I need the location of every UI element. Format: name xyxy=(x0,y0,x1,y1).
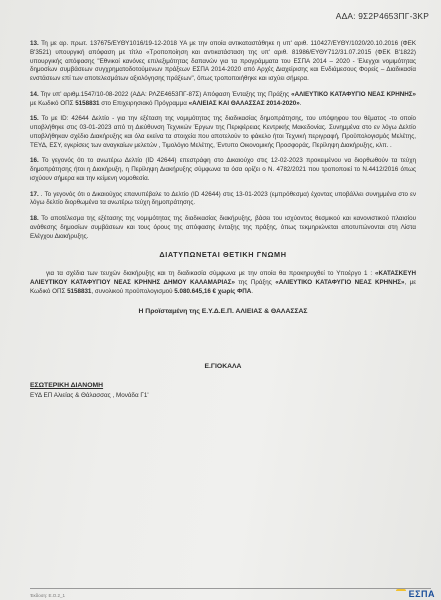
opinion-text: για τα σχέδια των τευχών διακήρυξης και τη διαδικασία σύμφωνα με την οποία θα προκηρυχθεί το Υποέργο 1 : «ΚΑΤΑΣΚΕΥΗ ΑΛΙΕΥΤΙΚΟΥ ΚΑΤΑΦΥΓΙΟΥ ΝΕΑΣ ΚΡΗΝΗΣ ΔΗΜΟΥ ΚΑΛΑΜΑΡΙΑΣ» της Πράξης «ΑΛΙΕΥΤΙΚΟ ΚΑΤΑΦΥΓΙΟ ΝΕΑΣ ΚΡΗΝΗΣ», με Κωδικό ΟΠΣ 5158831, συνολικού προϋπολογισμού 5.080.645,16 € χωρίς ΦΠΑ. xyxy=(30,270,416,295)
paragraph-15: 15. Το με ID: 42644 Δελτίο - για την εξέταση της νομιμότητας της διαδικασίας δημοπράτησης, του υπόψηφου του θέματος -το οποίο υποβλήθηκε στις 03-01-2023 από τη Διεύθυνση Τεχνικών Έργων της Περιφέρειας Κεντρικής Μακεδονίας. Συνημμένα στο εν λόγω Δελτίο υποβλήθηκαν σχέδιο Διακήρυξης και όλα εκείνα τα στοιχεία που αποτελούν το φάκελο ήτοι Τεχνική περιγραφή, Προϋπολογισμός Μελέτης, ΤΕΥΔ, ΕΣΥ, εγκρίσεις των αναγκαίων μελετών , Τιμολόγιο Μελέτης, Έντυπο Οικονομικής Προσφοράς, Περίληψη Διακήρυξης, κλπ. . xyxy=(30,115,416,149)
distribution-title: ΕΣΩΤΕΡΙΚΗ ΔΙΑΝΟΜΗ xyxy=(30,381,104,389)
footer-divider xyxy=(30,588,431,589)
signature-role: Η Προϊσταμένη της Ε.Υ.Δ.Ε.Π. ΑΛΙΕΙΑΣ & ΘΑΛΑΣΣΑΣ xyxy=(138,308,308,316)
opinion-heading: ΔΙΑΤΥΠΩΝΕΤΑΙ ΘΕΤΙΚΗ ΓΝΩΜΗ xyxy=(159,250,287,260)
paragraph-17: 17. . Το γεγονός ότι ο Δικαιούχος επανυπέβαλε το Δελτίο (ID 42644) στις 13-01-2023 (εμπρόθεσμα) έχοντας υποβάλλει συνημμένα στο εν λόγω δελτίο διορθωμένα τα ανωτέρω τεύχη δημοπράτησης. xyxy=(30,190,416,207)
espa-logo: ΕΣΠΑ xyxy=(408,589,435,599)
footer-edition: Έκδοση: Ε.Ο.2_1 xyxy=(30,593,66,598)
espa-logo-mark xyxy=(396,589,406,595)
signature-name: Ε.ΓΙΟΚΑΛΑ xyxy=(204,363,242,370)
paragraph-16: 16. Το γεγονός ότι το ανωτέρω Δελτίο (ID 42644) επεστράφη στο Δικαιούχο στις 12-02-2023 προκειμένου να διορθωθούν τα τεύχη δημοπράτησης ήτοι η Διακήρυξη, η Περίληψη Διακήρυξης σύμφωνα τα όσα ορίζει ο Ν. 4782/2021 που τροποποιεί το Ν.4412/2016 όπως ισχύουν σήμερα και την κείμενη νομοθεσία. xyxy=(30,157,416,182)
paragraph-18: 18. Το αποτέλεσμα της εξέτασης της νομιμότητας της διαδικασίας διακήρυξης, βάσει του ισχύοντος θεσμικού και κανονιστικού πλαισίου ανάθεσης δημοσίων συμβάσεων και τους όρους της απόφασης ένταξης της πράξης, όπως τεκμηριώνεται αποτυπώνονται στη Λίστα Ελέγχου Διακήρυξης. xyxy=(30,215,416,240)
paragraph-13: 13. Τη με αρ. πρωτ. 137675/ΕΥΘΥ1016/19-12-2018 ΥΑ με την οποία αντικαταστάθηκε η υπ' αριθ. 110427/ΕΥΘΥ/1020/20.10.2016 (ΦΕΚ Β'3521) υπουργική απόφαση με τίτλο «Τροποποίηση και αντικατάσταση της υπ' αριθ. 81986/ΕΥΘΥ712/31.07.2015 (ΦΕΚ Β'1822) υπουργικής απόφασης "Εθνικοί κανόνες επιλεξιμότητας δαπανών για τα προγράμματα του ΕΣΠΑ 2014 – 2020 - Έλεγχοι νομιμότητας δημοσίων συμβάσεων συγχρηματοδοτούμενων πράξεων ΕΣΠΑ 2014-2020 από Αρχές Διαχείρισης και Ενδιάμεσους Φορείς – Διαδικασία ενστάσεων επί των αποτελεσμάτων αξιολόγησης πράξεων", όπως τροποποιήθηκε και ισχύει σήμερα. xyxy=(30,40,416,82)
distribution-item: ΕΥΔ ΕΠ Αλιείας & Θάλασσας , Μονάδα Γ1' xyxy=(30,391,149,399)
paragraph-14: 14. Την υπ' αριθμ.1547/10-08-2022 (ΑΔΑ: ΡΛΖΕ4653ΠΓ-87Σ) Απόφαση Ένταξης της Πράξης «ΑΛΙΕΥΤΙΚΟ ΚΑΤΑΦΥΓΙΟ ΝΕΑΣ ΚΡΗΝΗΣ» με Κωδικό ΟΠΣ 5158831 στο Επιχειρησιακό Πρόγραμμα «ΑΛΙΕΙΑΣ ΚΑΙ ΘΑΛΑΣΣΑΣ 2014-2020». xyxy=(30,90,416,107)
document-body xyxy=(30,40,416,400)
ada-code: ΑΔΑ: 9Σ2Ρ4653ΠΓ-3ΚΡ xyxy=(335,11,429,21)
